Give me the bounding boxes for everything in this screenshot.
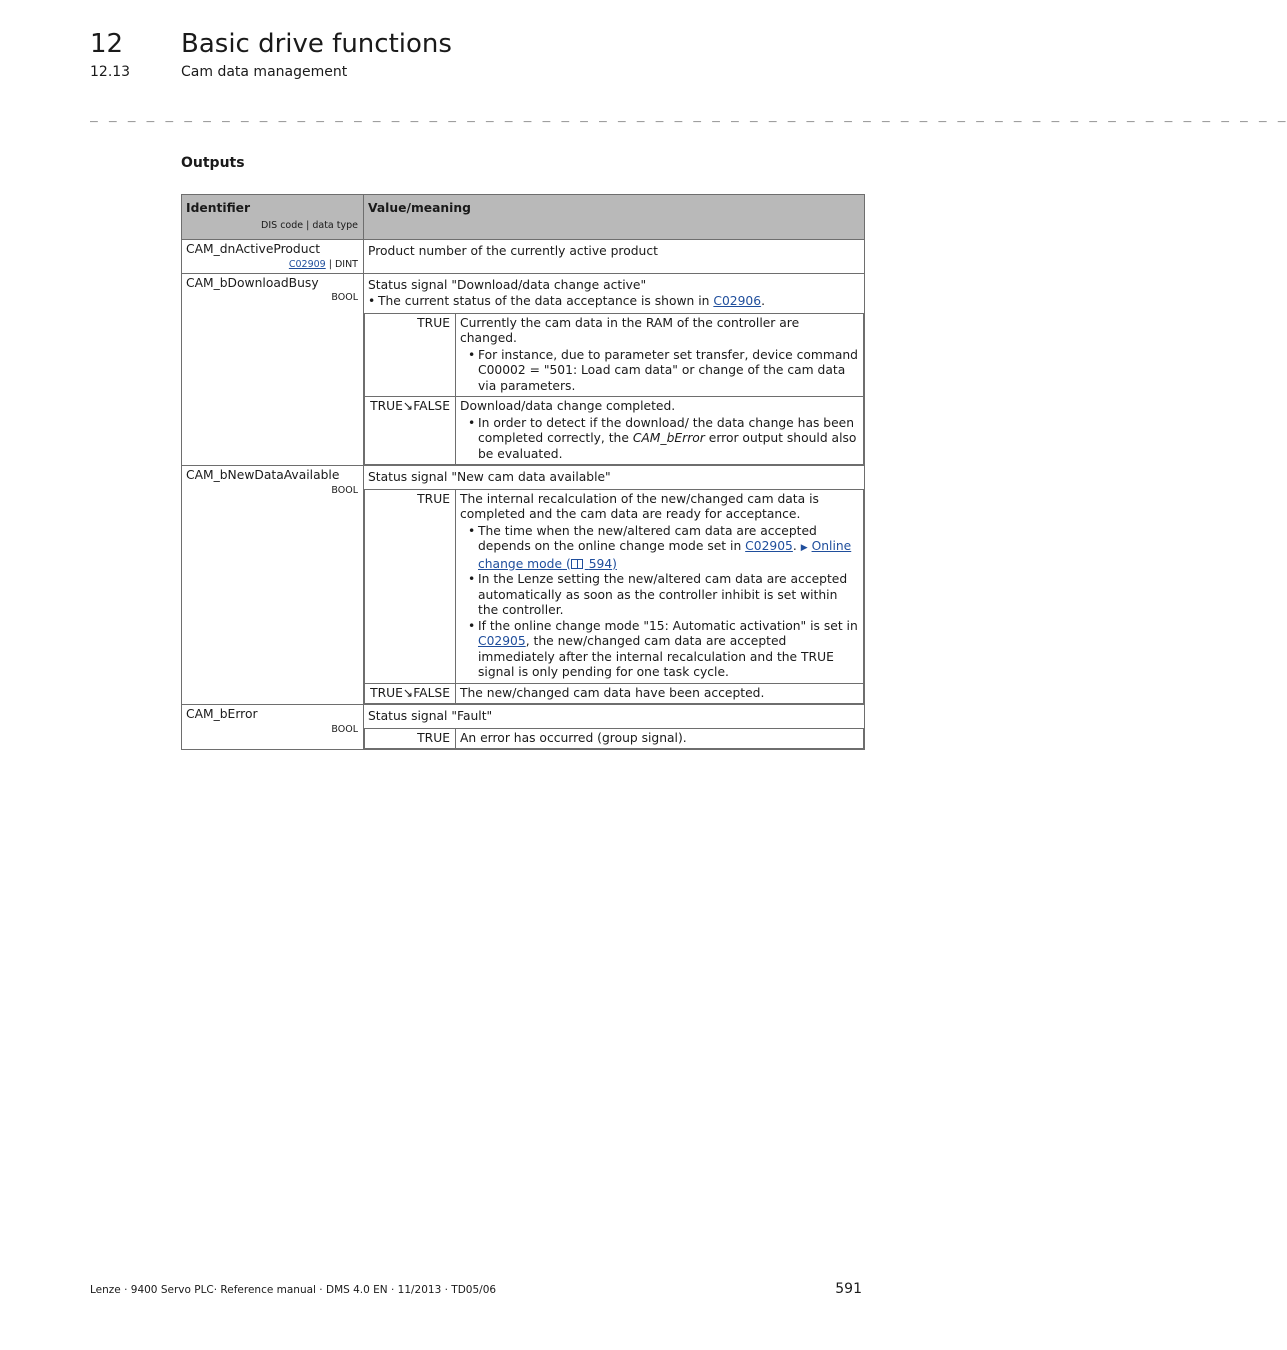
signal-bullets bbox=[460, 524, 858, 681]
value-cell bbox=[364, 273, 865, 466]
signal-value: TRUE↘FALSE bbox=[365, 397, 456, 465]
dis-code-subheader: DIS code | data type bbox=[261, 219, 358, 231]
identifier-cell bbox=[182, 240, 364, 274]
value-cell bbox=[364, 240, 865, 274]
signal-meaning: An error has occurred (group signal). bbox=[456, 728, 864, 749]
table-header-row bbox=[182, 195, 865, 240]
table-row bbox=[182, 273, 865, 466]
row-description: Status signal "Fault" bbox=[368, 709, 493, 723]
identifier-header bbox=[182, 195, 364, 240]
online-change-mode-link[interactable]: Online change mode ( 594) bbox=[478, 539, 852, 571]
bullet-text: . bbox=[792, 539, 801, 553]
signal-value: TRUE↘FALSE bbox=[365, 683, 456, 704]
datatype-label: BOOL bbox=[331, 292, 358, 303]
signal-row bbox=[365, 397, 864, 465]
datatype-label: BOOL bbox=[331, 484, 358, 496]
bullet-text: If the online change mode "15: Automatic activation" is set in bbox=[478, 618, 858, 633]
signal-value: TRUE bbox=[365, 728, 456, 749]
identifier-cell bbox=[182, 705, 364, 750]
bullet-item bbox=[478, 619, 858, 681]
bullet-emphasis: CAM_bError bbox=[632, 431, 705, 445]
signal-value: TRUE bbox=[365, 313, 456, 397]
signal-value: TRUE bbox=[365, 489, 456, 683]
bullet-text: , the new/changed cam data are accepted immediately after the internal recalculation and the TRUE signal is only pending for one task cycle. bbox=[478, 634, 834, 679]
signal-values-table bbox=[364, 313, 864, 466]
signal-meaning-text: Download/data change completed. bbox=[460, 399, 676, 413]
outputs-heading: Outputs bbox=[181, 155, 245, 171]
table-row bbox=[182, 466, 865, 705]
bullet-item: • For instance, due to parameter set transfer, device command C00002 = "501: Load cam data" or change of the cam data via parameters. bbox=[478, 348, 858, 395]
value-meaning-header-label: Value/meaning bbox=[368, 201, 471, 215]
bullet-item: • In the Lenze setting the new/altered cam data are accepted automatically as soon as the controller inhibit is set within the controller. bbox=[478, 572, 858, 619]
bullet-text: The current status of the data acceptance is shown in bbox=[378, 294, 714, 308]
signal-meaning-text: The internal recalculation of the new/changed cam data is completed and the cam data are ready for acceptance. bbox=[460, 491, 819, 521]
dis-code-link[interactable]: C02909 bbox=[288, 258, 326, 270]
section-number: 12.13 bbox=[90, 64, 131, 80]
page-number: 591 bbox=[835, 1281, 862, 1297]
description-bullets bbox=[368, 294, 859, 310]
signal-row bbox=[365, 313, 864, 397]
c02906-link[interactable]: C02906 bbox=[713, 294, 762, 308]
signal-meaning bbox=[456, 313, 864, 397]
c02905-link[interactable]: C02905 bbox=[478, 634, 526, 648]
datatype-label: BOOL bbox=[331, 723, 358, 735]
bullet-text: In order to detect if the download/ the data change has been completed correctly, the bbox=[478, 415, 855, 445]
signal-meaning-text: Currently the cam data in the RAM of the controller are changed. bbox=[460, 315, 800, 345]
bullet-item bbox=[378, 294, 859, 310]
signal-meaning: The new/changed cam data have been accepted. bbox=[456, 683, 864, 704]
identifier-name: CAM_bDownloadBusy bbox=[186, 275, 319, 290]
identifier-cell bbox=[182, 273, 364, 466]
bullet-text: The time when the new/altered cam data are accepted depends on the online change mode set in bbox=[478, 523, 817, 553]
identifier-header-label: Identifier bbox=[186, 201, 251, 215]
footer-doc-info: Lenze · 9400 Servo PLC· Reference manual · DMS 4.0 EN · 11/2013 · TD05/06 bbox=[90, 1284, 497, 1296]
signal-row bbox=[365, 683, 864, 704]
xref-label: Online change mode bbox=[478, 539, 852, 571]
row-description bbox=[364, 274, 864, 313]
bullet-item bbox=[478, 524, 858, 573]
identifier-name: CAM_dnActiveProduct bbox=[186, 242, 321, 256]
identifier-name: CAM_bError bbox=[186, 707, 258, 721]
header-separator: _ _ _ _ _ _ _ _ _ _ _ _ _ _ _ _ _ _ _ _ _ _ _ _ _ _ _ _ _ _ _ _ _ _ _ _ _ _ _ _ _ _ _ _ _ _ _ _ _ _ _ _ _ _ _ _ _ _ _ _ _ _ _ _ bbox=[90, 108, 1287, 123]
datatype-label: | DINT bbox=[325, 258, 358, 270]
section-title: Cam data management bbox=[181, 64, 348, 80]
c02905-link[interactable]: C02905 bbox=[745, 539, 793, 553]
signal-row bbox=[365, 489, 864, 683]
identifier-name: CAM_bNewDataAvailable bbox=[186, 468, 340, 482]
row-description: Product number of the currently active product bbox=[368, 244, 658, 258]
table-row bbox=[182, 705, 865, 750]
bullet-item bbox=[478, 416, 858, 463]
xref-page: 594 bbox=[588, 556, 613, 571]
xref-arrow-icon: ▶ bbox=[800, 543, 808, 553]
value-cell bbox=[364, 705, 865, 750]
outputs-table bbox=[181, 194, 865, 750]
dis-code-datatype bbox=[186, 258, 358, 271]
signal-meaning bbox=[456, 489, 864, 683]
table-row bbox=[182, 240, 865, 274]
identifier-cell bbox=[182, 466, 364, 705]
value-cell bbox=[364, 466, 865, 705]
row-description: Status signal "New cam data available" bbox=[368, 470, 611, 484]
value-meaning-header bbox=[364, 195, 865, 240]
book-icon bbox=[571, 559, 583, 569]
signal-bullets bbox=[460, 416, 858, 463]
bullet-text: . bbox=[761, 294, 765, 308]
chapter-number: 12 bbox=[90, 29, 124, 59]
signal-bullets bbox=[460, 348, 858, 395]
bullet-text: error output should also be evaluated. bbox=[478, 431, 857, 461]
signal-values-table bbox=[364, 728, 864, 750]
signal-meaning bbox=[456, 397, 864, 465]
description-text: Status signal "Download/data change active" bbox=[368, 277, 647, 292]
signal-values-table bbox=[364, 489, 864, 705]
chapter-title: Basic drive functions bbox=[181, 29, 452, 59]
signal-row bbox=[365, 728, 864, 749]
